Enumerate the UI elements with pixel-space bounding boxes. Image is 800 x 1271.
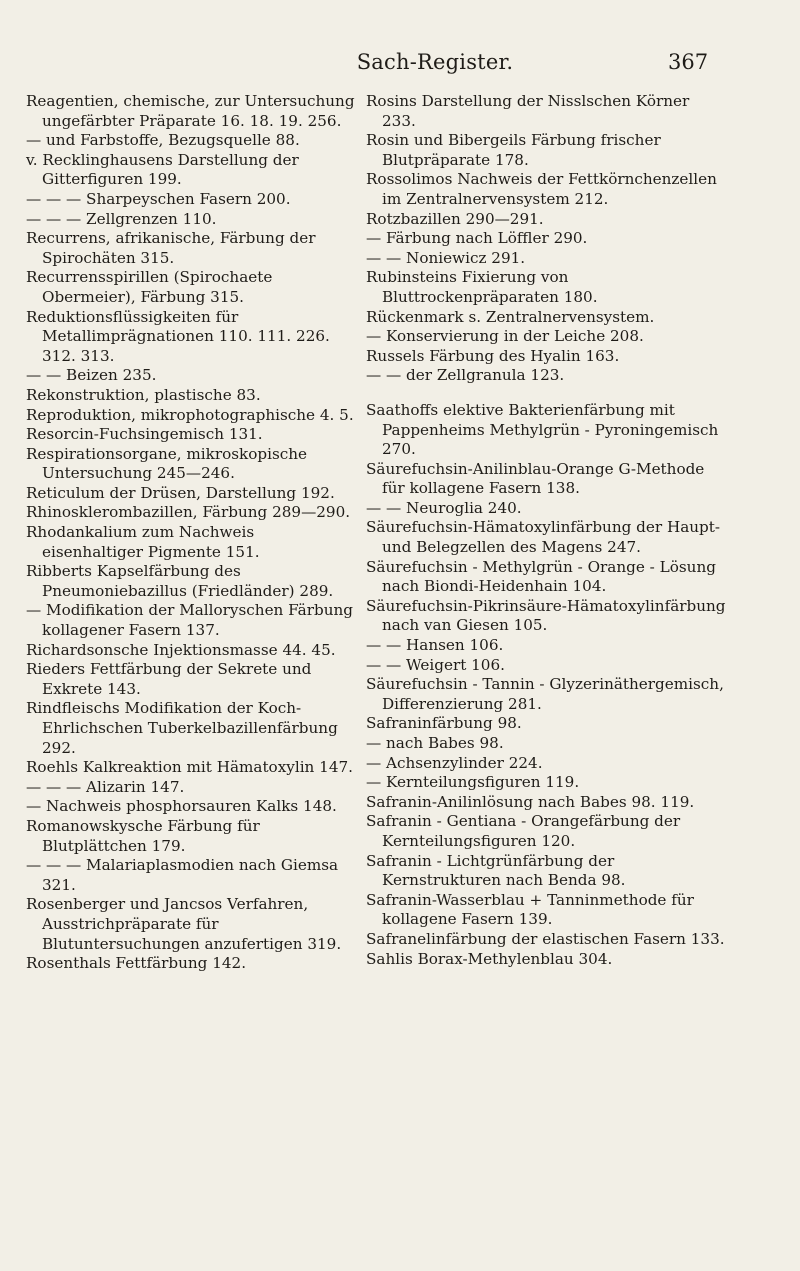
index-entry: Ribberts Kapselfärbung des Pneumoniebazillus (Friedländer) 289. xyxy=(26,562,334,600)
index-entry: — — — Sharpeyschen Fasern 200. xyxy=(26,189,291,208)
index-entry: — Konservierung in der Leiche 208. xyxy=(366,327,644,346)
index-entry: — nach Babes 98. xyxy=(366,734,504,752)
index-entry: Rosin und Bibergeils Färbung frischer Blutpräparate 178. xyxy=(366,131,661,169)
index-entry: Reduktionsflüssigkeiten für Metallimprägnationen 110. 111. 226. 312. 313. xyxy=(26,307,330,365)
index-entry: Rindfleischs Modifikation der Koch-Ehrlichschen Tuberkelbazillenfärbung 292. xyxy=(26,699,338,757)
index-entry: — Achsenzylinder 224. xyxy=(366,753,543,772)
index-entry: Säurefuchsin - Methylgrün - Orange - Lösung nach Biondi-Heidenhain 104. xyxy=(366,557,716,596)
index-entry: Safranin - Gentiana - Orangefärbung der Kernteilungsfiguren 120. xyxy=(366,812,681,850)
index-entry: Rückenmark s. Zentralnervensystem. xyxy=(366,307,655,326)
index-entry: — Nachweis phosphorsauren Kalks 148. xyxy=(26,797,337,816)
index-entry: — — Hansen 106. xyxy=(366,636,504,655)
index-entry: — — — Zellgrenzen 110. xyxy=(26,209,217,228)
index-entry: Rekonstruktion, plastische 83. xyxy=(26,385,261,404)
index-entry: Säurefuchsin-Pikrinsäure-Hämatoxylinfärbung nach van Giesen 105. xyxy=(366,596,726,635)
index-entry: — — Weigert 106. xyxy=(366,655,505,674)
index-entry: Rosins Darstellung der Nisslschen Körner 233. xyxy=(366,92,690,130)
index-column-left xyxy=(26,92,358,974)
index-entry: — — — Malariaplasmodien nach Giemsa 321. xyxy=(26,856,339,894)
index-entry: Rossolimos Nachweis der Fettkörnchenzellen im Zentralnervensystem 212. xyxy=(366,170,717,208)
index-entry: Recurrensspirillen (Spirochaete Obermeier), Färbung 315. xyxy=(26,268,273,306)
index-entry: Saathoffs elektive Bakterienfärbung mit Pappenheims Methylgrün - Pyroningemisch 270. xyxy=(366,400,719,459)
index-entry: Safraninfärbung 98. xyxy=(366,714,522,733)
index-entry: Rieders Fettfärbung der Sekrete und Exkrete 143. xyxy=(26,660,312,698)
index-entry: — Färbung nach Löffler 290. xyxy=(366,229,588,248)
index-entry: — Modifikation der Malloryschen Färbung kollagener Fasern 137. xyxy=(26,601,353,640)
page-header xyxy=(0,50,800,84)
index-entry: Reticulum der Drüsen, Darstellung 192. xyxy=(26,483,335,502)
page-number: 367 xyxy=(668,50,709,74)
index-entry: Safranin - Lichtgrünfärbung der Kernstrukturen nach Benda 98. xyxy=(366,851,626,890)
index-entry: Rosenthals Fettfärbung 142. xyxy=(26,954,247,973)
index-entry: Russels Färbung des Hyalin 163. xyxy=(366,346,620,365)
index-entry: Rhinosklerombazillen, Färbung 289—290. xyxy=(26,503,351,522)
index-entry: Safranin-Wasserblau + Tanninmethode für kollagene Fasern 139. xyxy=(366,890,694,929)
index-entry: Reagentien, chemische, zur Untersuchung ungefärbter Präparate 16. 18. 19. 256. xyxy=(26,92,355,130)
index-entry: Rosenberger und Jancsos Verfahren, Ausstrichpräparate für Blutuntersuchungen anzufertigen 319. xyxy=(26,895,342,953)
index-entry: v. Recklinghausens Darstellung der Gitterfiguren 199. xyxy=(26,150,299,189)
index-entry: — — Beizen 235. xyxy=(26,366,157,385)
index-entry: — — Noniewicz 291. xyxy=(366,248,526,267)
index-entry: Rubinsteins Fixierung von Bluttrockenpräparaten 180. xyxy=(366,268,598,306)
index-entry: Richardsonsche Injektionsmasse 44. 45. xyxy=(26,640,336,659)
index-entry: Recurrens, afrikanische, Färbung der Spirochäten 315. xyxy=(26,229,316,267)
index-entry: — — Neuroglia 240. xyxy=(366,498,522,517)
letter-section-gap xyxy=(366,386,726,401)
index-entry: — — — Alizarin 147. xyxy=(26,777,185,796)
index-entry: Rotzbazillen 290—291. xyxy=(366,209,544,228)
index-entry: Säurefuchsin-Hämatoxylinfärbung der Haupt- und Belegzellen des Magens 247. xyxy=(366,518,720,557)
index-entry: — — der Zellgranula 123. xyxy=(366,366,565,385)
index-entry: Resorcin-Fuchsingemisch 131. xyxy=(26,425,263,444)
running-title: Sach-Register. xyxy=(356,50,514,74)
index-entry: — und Farbstoffe, Bezugsquelle 88. xyxy=(26,131,300,150)
index-column-right xyxy=(366,92,726,969)
index-entry: Säurefuchsin-Anilinblau-Orange G-Methode für kollagene Fasern 138. xyxy=(366,459,705,498)
index-entry: — Kernteilungsfiguren 119. xyxy=(366,773,580,792)
index-entry: Reproduktion, mikrophotographische 4. 5. xyxy=(26,405,354,424)
index-entry: Respirationsorgane, mikroskopische Untersuchung 245—246. xyxy=(26,444,308,483)
index-entry: Romanowskysche Färbung für Blutplättchen 179. xyxy=(26,816,260,855)
index-entry: Säurefuchsin - Tannin - Glyzerinäthergemisch, Differenzierung 281. xyxy=(366,675,724,713)
index-entry: Roehls Kalkreaktion mit Hämatoxylin 147. xyxy=(26,758,353,777)
index-entry: Safranelinfärbung der elastischen Fasern 133. xyxy=(366,929,725,948)
index-entry: Rhodankalium zum Nachweis eisenhaltiger Pigmente 151. xyxy=(26,523,260,561)
index-entry: Sahlis Borax-Methylenblau 304. xyxy=(366,949,613,968)
index-entry: Safranin-Anilinlösung nach Babes 98. 119. xyxy=(366,792,695,811)
